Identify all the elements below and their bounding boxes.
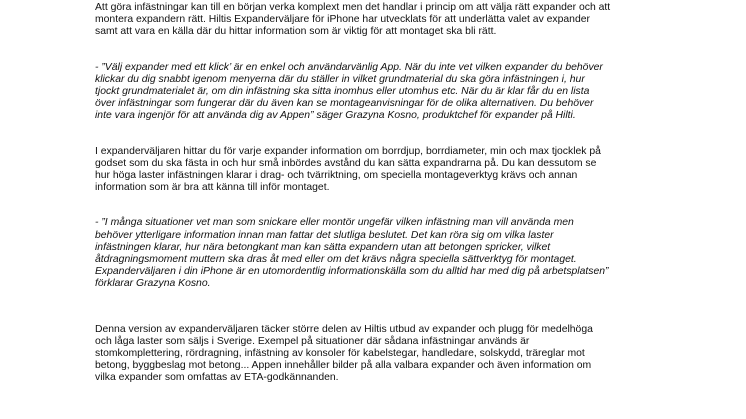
text-line: - ”I många situationer vet man som snickare eller montör ungefär vilken infästning man vill använda men [95, 217, 574, 229]
text-line: godset som du ska fästa in och hur små inbördes avstånd du kan sätta expandrarna på. Du kan dessutom se [95, 157, 597, 169]
text-line: över infästningar som fungerar där du även kan se montageanvisningar för de olika alternativen. Du behöver [95, 98, 594, 110]
text-line: åtdragningsmoment muttern ska dras åt med eller om det krävs några speciella sättverktyg för montaget. [95, 254, 577, 266]
text-line: infästningen klarar, hur nära betongkant man kan sätta expandern utan att betongen spricker, vilket [95, 241, 551, 253]
text-line: behöver ytterligare information innan man fattar det slutliga beslutet. Det kan röra sig om vilka laster [95, 229, 554, 241]
text-line: stomkomplettering, rördragning, infästning av konsoler för kabelstegar, handledare, solskydd, träreglar mot [95, 348, 585, 360]
paragraph-details [95, 146, 675, 195]
paragraph-quote-1 [95, 62, 675, 123]
text-line: I expanderväljaren hittar du för varje expander information om borrdjup, borrdiameter, min och max tjocklek på [95, 145, 601, 157]
text-line: vilka expander som omfattas av ETA-godkännanden. [95, 372, 339, 384]
text-line: Att göra infästningar kan till en början verka komplext men det handlar i princip om att välja rätt expander och att [95, 2, 611, 13]
text-line: Expanderväljaren i din iPhone är en utomordentlig informationskälla som du alltid har med dig på arbetsplatsen” [95, 266, 609, 278]
text-line: förklarar Grazyna Kosno. [95, 278, 211, 290]
text-line: - ”Välj expander med ett klick’ är en enkel och användarvänlig App. När du inte vet vilken expander du behöver [95, 61, 603, 73]
text-line: Denna version av expanderväljaren täcker större delen av Hiltis utbud av expander och plugg för medelhöga [95, 323, 593, 335]
text-line: klickar du dig snabbt igenom menyerna där du ställer in vilket grundmaterial du ska göra infästningen i, hur [95, 73, 585, 85]
paragraph-intro [95, 2, 675, 39]
document-page [95, 2, 675, 385]
text-line: samt att vara en källa där du hittar information som är viktig för att montaget ska bli rätt. [95, 26, 497, 38]
text-line: betong, byggbeslag mot betong... Appen innehåller bilder på alla valbara expander och även information om [95, 360, 592, 372]
text-line: montera expandern rätt. Hiltis Expanderväljare för iPhone har utvecklats för att underlätta valet av expander [95, 14, 590, 26]
paragraph-coverage [95, 324, 675, 385]
text-line: information som är bra att känna till inför montaget. [95, 182, 330, 194]
paragraph-quote-2 [95, 217, 675, 290]
text-line: hur höga laster infästningen klarar i drag- och tvärriktning, om speciella montageverktyg krävs och annan [95, 170, 578, 182]
text-line: och låga laster som säljs i Sverige. Exempel på situationer där sådana infästningar används är [95, 335, 530, 347]
text-line: inte vara ingenjör för att använda dig av Appen” säger Grazyna Kosno, produktchef för expander på Hilti. [95, 110, 576, 122]
text-line: tjockt grundmaterialet är, om din infästning ska sitta inomhus eller utomhus etc. När du är klar får du en lista [95, 86, 590, 98]
